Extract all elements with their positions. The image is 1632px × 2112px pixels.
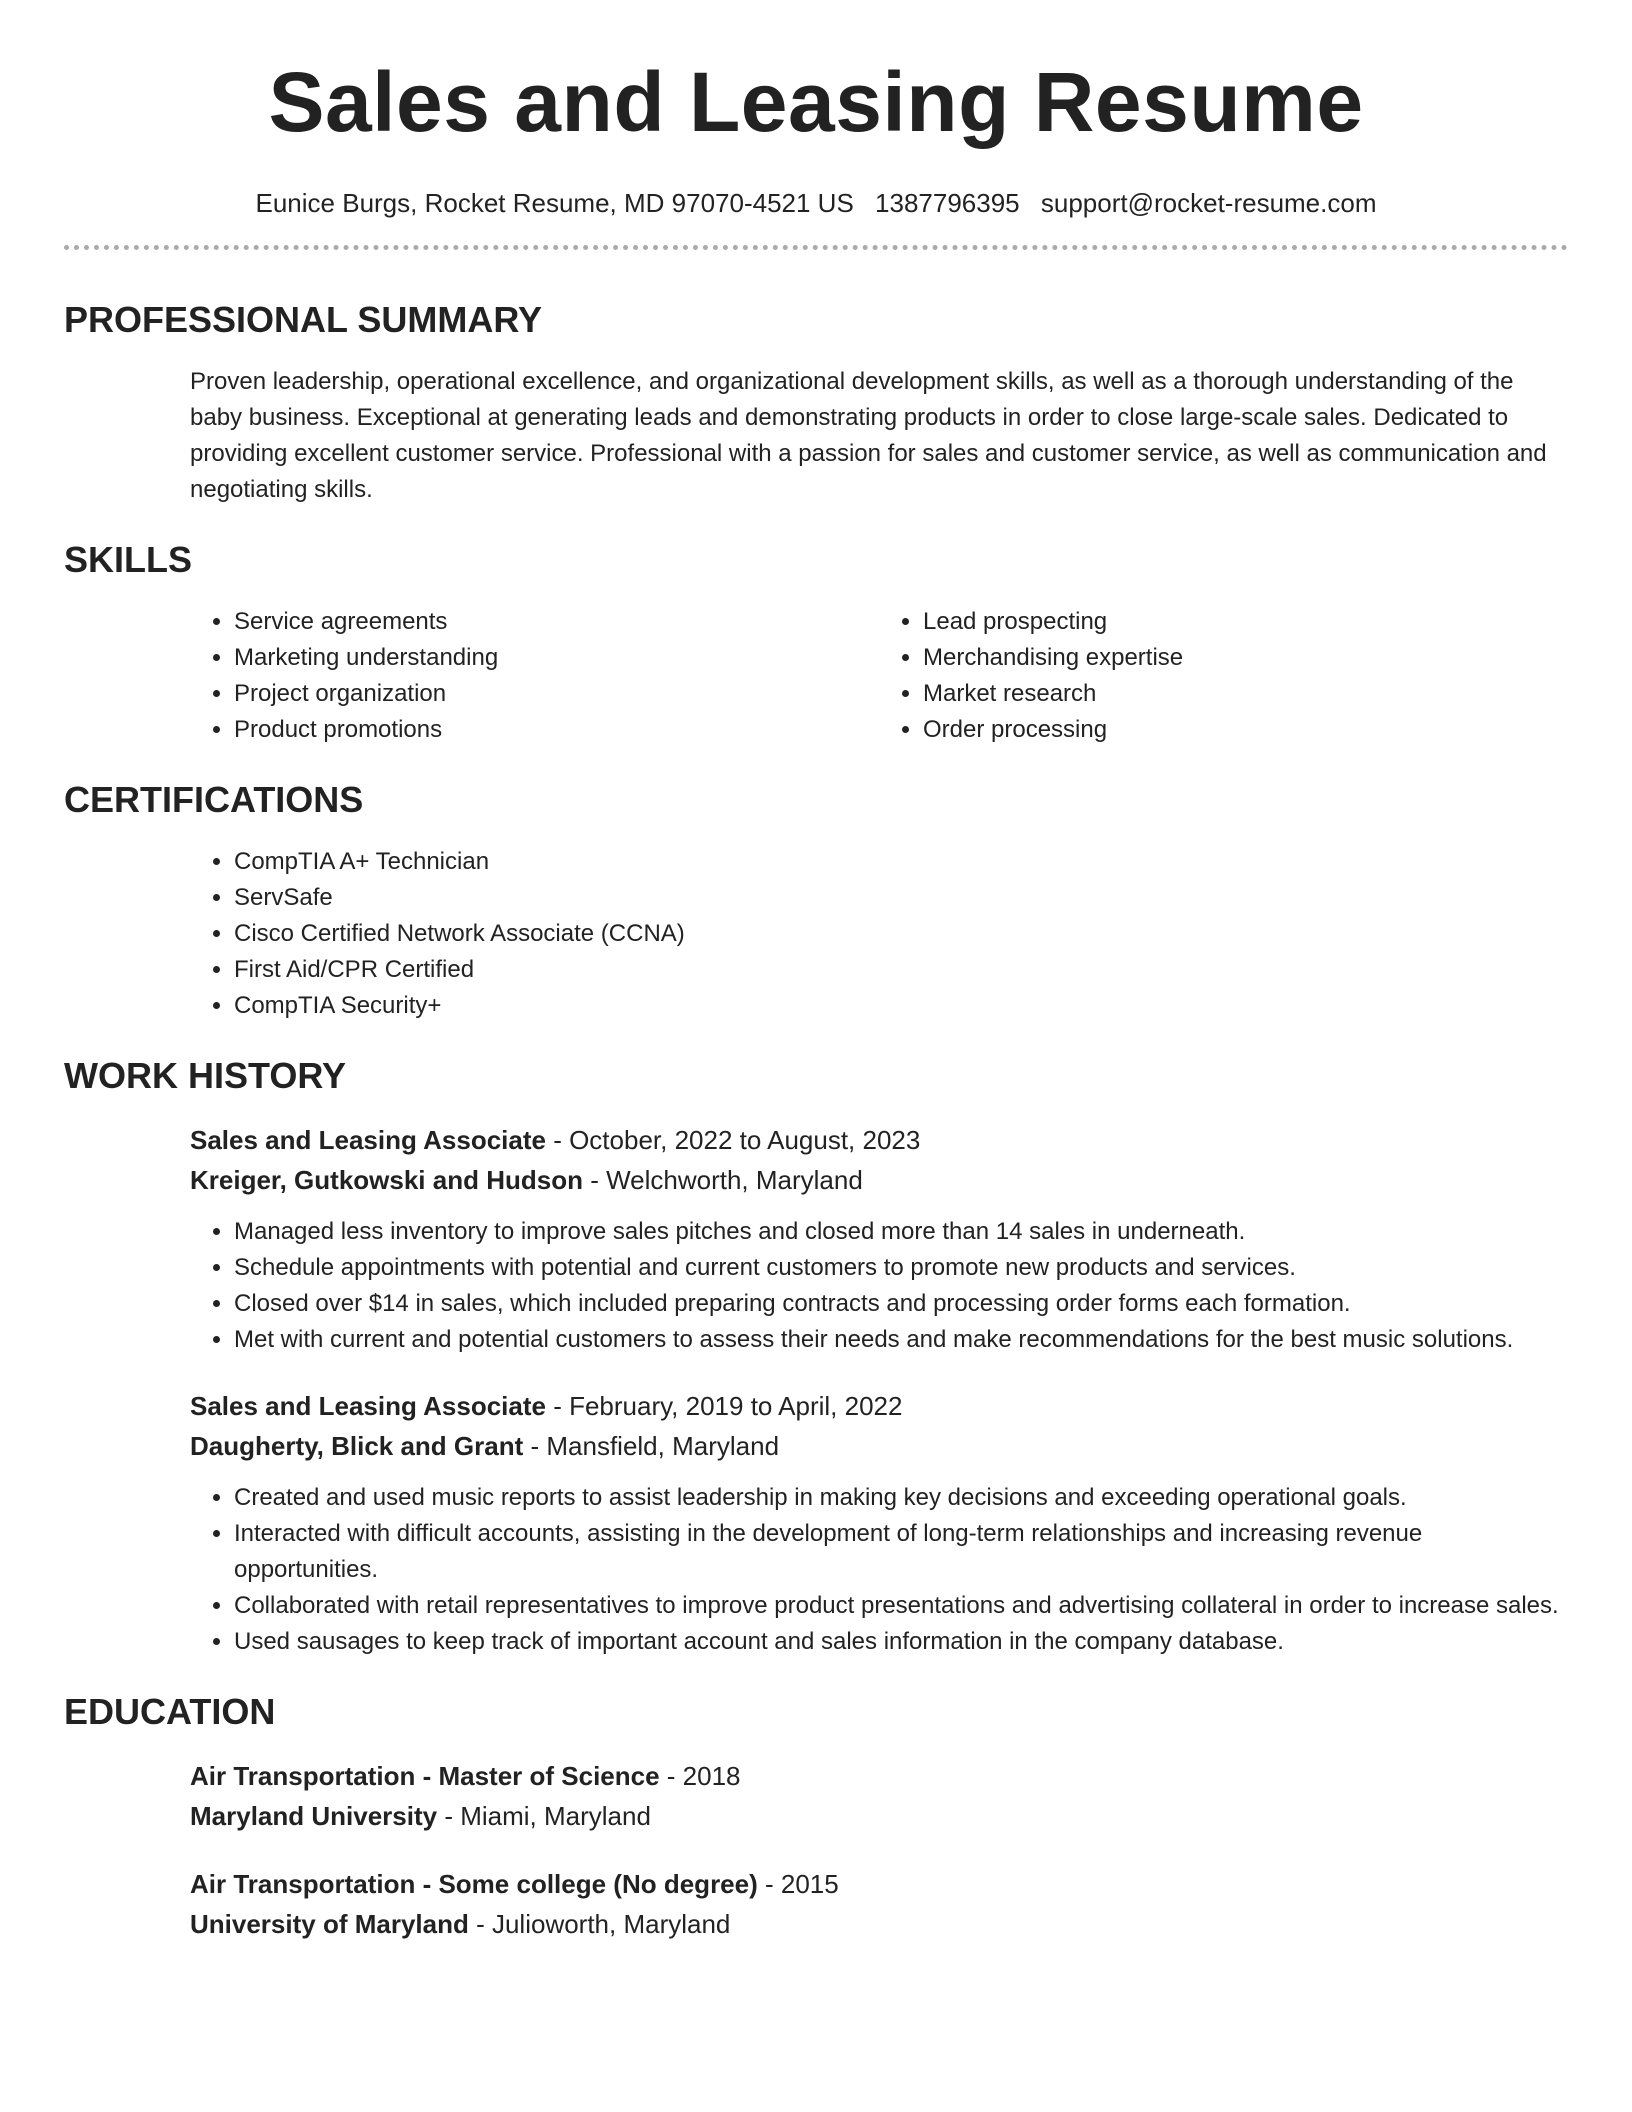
certification-item: • Cisco Certified Network Associate (CCNA) [234,916,1568,952]
education-entry [190,1756,1568,1836]
skill-item: • Market research [923,676,1568,712]
education-school: University of Maryland [190,1909,469,1939]
skill-item: • Lead prospecting [923,604,1568,640]
work-heading: WORK HISTORY [64,1055,347,1096]
job-bullet: • Met with current and potential customers to assess their needs and make recommendations for the best music solutions. [234,1322,1568,1358]
skill-item: • Service agreements [234,604,879,640]
summary-heading: PROFESSIONAL SUMMARY [64,299,543,340]
contact-address: Eunice Burgs, Rocket Resume, MD 97070-4521 US [255,188,854,218]
certification-item: • CompTIA Security+ [234,988,1568,1024]
education-entry [190,1864,1568,1944]
skills-columns [190,604,1568,748]
job-company: Kreiger, Gutkowski and Hudson [190,1165,583,1195]
job-bullets [190,1480,1568,1660]
header-divider [64,245,1568,250]
education-location: - Miami, Maryland [437,1801,651,1831]
job-location: - Welchworth, Maryland [582,1165,863,1195]
contact-line [64,188,1568,219]
job-bullet: • Collaborated with retail representatives to improve product presentations and advertising collateral in order to increase sales. [234,1588,1568,1624]
job-bullet: • Interacted with difficult accounts, assisting in the development of long-term relationships and increasing revenue opportunities. [234,1516,1568,1588]
education-year: - 2015 [757,1869,839,1899]
job-bullet: • Schedule appointments with potential and current customers to promote new products and services. [234,1250,1568,1286]
education-degree: Air Transportation - Master of Science [190,1761,660,1791]
skill-item: • Product promotions [234,712,879,748]
education-school: Maryland University [190,1801,438,1831]
job-bullet: • Created and used music reports to assist leadership in making key decisions and exceeding operational goals. [234,1480,1568,1516]
job-bullet: • Closed over $14 in sales, which included preparing contracts and processing order forms each formation. [234,1286,1568,1322]
job-company: Daugherty, Blick and Grant [190,1431,524,1461]
skill-item: • Order processing [923,712,1568,748]
education-degree-line [190,1756,1568,1796]
certifications-section [64,779,1568,1024]
summary-section [64,299,1568,508]
skill-item: • Marketing understanding [234,640,879,676]
education-degree: Air Transportation - Some college (No degree) [190,1869,758,1899]
education-heading: EDUCATION [64,1691,276,1732]
summary-text: Proven leadership, operational excellence, and organizational development skills, as well as a thorough understanding of the baby business. Exceptional at generating leads and demonstrating products in order to close large-scale sales. Dedicated to providing excellent customer service. Professional with a passion for sales and customer service, as well as communication and negotiating skills. [190,368,1547,503]
certification-item: • CompTIA A+ Technician [234,844,1568,880]
work-section [64,1055,1568,1660]
job-bullet: • Managed less inventory to improve sales pitches and closed more than 14 sales in underneath. [234,1214,1568,1250]
certification-item: • ServSafe [234,880,1568,916]
education-degree-line [190,1864,1568,1904]
job-dates: - October, 2022 to August, 2023 [545,1125,921,1155]
job-company-line [190,1426,1568,1466]
education-location: - Julioworth, Maryland [468,1909,731,1939]
skills-list-right [879,604,1568,748]
contact-email: support@rocket-resume.com [1040,188,1377,218]
education-school-line [190,1796,1568,1836]
education-school-line [190,1904,1568,1944]
certifications-body [190,844,1568,1024]
job-title: Sales and Leasing Associate [190,1125,546,1155]
job-entry [190,1386,1568,1660]
job-title-line [190,1120,1568,1160]
certification-item: • First Aid/CPR Certified [234,952,1568,988]
job-location: - Mansfield, Maryland [523,1431,780,1461]
job-dates: - February, 2019 to April, 2022 [545,1391,903,1421]
job-title: Sales and Leasing Associate [190,1391,546,1421]
certifications-list [190,844,1568,1024]
skill-item: • Project organization [234,676,879,712]
certifications-heading: CERTIFICATIONS [64,779,364,820]
resume-title: Sales and Leasing Resume [268,55,1364,149]
education-section [64,1691,1568,1944]
job-bullet: • Used sausages to keep track of important account and sales information in the company database. [234,1624,1568,1660]
education-year: - 2018 [659,1761,741,1791]
contact-phone: 1387796395 [875,188,1020,218]
skill-item: • Merchandising expertise [923,640,1568,676]
job-entry [190,1120,1568,1358]
skills-list-left [190,604,879,748]
skills-section [64,539,1568,748]
job-bullets [190,1214,1568,1358]
job-title-line [190,1386,1568,1426]
skills-heading: SKILLS [64,539,193,580]
job-company-line [190,1160,1568,1200]
